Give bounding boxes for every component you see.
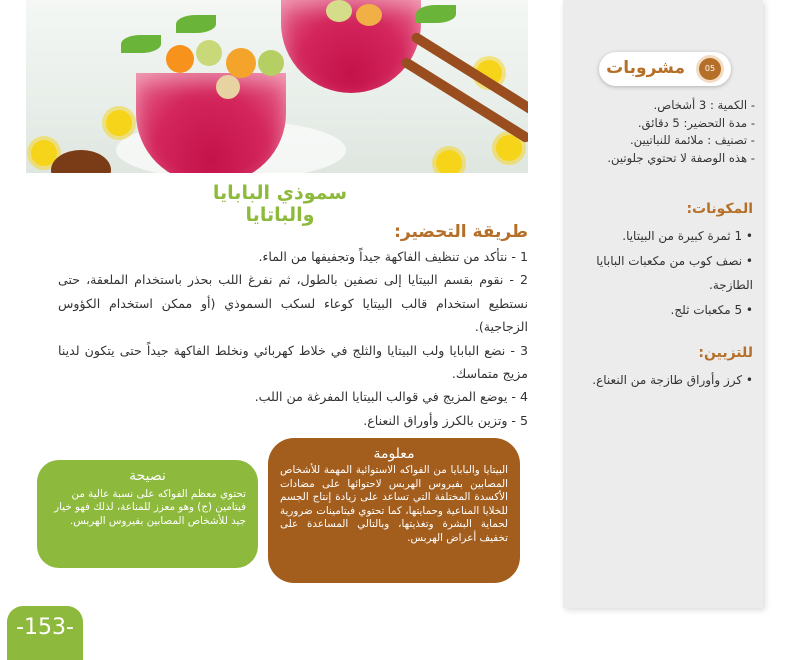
info-card-text: البيتايا والبابايا من الفواكه الاستوائية المهمة للأشخاص المصابين بفيروس الهربس لاحتوائها على مضادات الأكسدة المختلفة التي تساعد على زيادة إنتاج الجسم للخلايا المناعية وحمايتها، كما تحتوي فيتامينات ضرورية لحماية البشرة وتغذيتها، وبالتالي المساعدة على تخفيف أعراض الهربس. (280, 464, 508, 544)
mint-leaf (416, 5, 456, 23)
recipe-info-list (580, 97, 755, 167)
step-item: 5 - وتزين بالكرز وأوراق النعناع. (363, 412, 528, 428)
info-item: - الكمية : 3 أشخاص. (653, 98, 755, 112)
melon-ball (196, 40, 222, 66)
ingredient-item: • 5 مكعبات ثلج. (670, 302, 753, 317)
melon-ball (258, 50, 284, 76)
info-item: - هذه الوصفة لا تحتوي جلوتين. (607, 150, 755, 165)
smoothie-glass-front (136, 73, 286, 173)
tip-card-text: تحتوي معظم الفواكه على نسبة عالية من فيتامين (ج) وهو معزز للمناعة، لذلك فهو خيار جيد للأشخاص المصابين بفيروس الهربس. (54, 488, 246, 527)
ingredient-item: • نصف كوب من مكعبات البابايا الطازجة. (596, 253, 753, 292)
step-item: 1 - نتأكد من تنظيف الفاكهة جيداً وتجفيفها من الماء. (258, 249, 528, 264)
tip-card-heading: نصيحة (129, 468, 166, 484)
tip-card (37, 460, 258, 568)
info-card (268, 438, 520, 583)
ingredients-list (583, 224, 753, 322)
ingredient-item: • 1 ثمرة كبيرة من البيتايا. (622, 229, 753, 243)
papaya-piece (166, 45, 194, 73)
method-heading: طريقة التحضير: (394, 222, 528, 242)
recipe-title: سموذي البابايا والباتايا (212, 182, 348, 226)
nut-piece (216, 75, 240, 99)
melon-ball (326, 0, 352, 22)
yellow-flower (106, 110, 132, 136)
method-steps (58, 245, 528, 432)
yellow-flower (436, 150, 462, 173)
category-number-badge: 05 (699, 58, 721, 80)
page-number: -153- (7, 606, 83, 660)
mint-leaf (176, 15, 216, 33)
mint-leaf (121, 35, 161, 53)
garnish-list (583, 368, 753, 393)
smoothie-photo (26, 0, 528, 173)
wooden-spoon (51, 150, 111, 173)
garnish-item: • كرز وأوراق طازجة من النعناع. (592, 373, 753, 387)
step-item: 4 - يوضع المزيج في قوالب البيتايا المفرغة من اللب. (254, 389, 528, 405)
ingredients-heading: المكونات: (686, 201, 753, 217)
papaya-piece (226, 48, 256, 78)
step-item: 2 - نقوم بقسم البيتايا إلى نصفين بالطول، ثم نفرغ اللب بحذر باستخدام الملعقة، حتى نستطيع استخدام قالب البيتايا كوعاء لسكب السموذي (أو ممكن استخدام الكؤوس الزجاجية). (58, 272, 528, 335)
info-item: - تصنيف : ملائمة للنباتيين. (629, 133, 755, 148)
papaya-piece (356, 4, 382, 26)
info-card-heading: معلومة (373, 446, 415, 462)
step-item: 3 - نضع البابايا ولب البيتايا والثلج في خلاط كهربائي ونخلط الفاكهة جيداً حتى يتكون لدينا مزيج متماسك. (58, 342, 528, 382)
garnish-heading: للتزيين: (698, 345, 753, 361)
category-label: مشروبات (606, 58, 685, 78)
info-item: - مدة التحضير: 5 دقائق. (637, 115, 755, 130)
